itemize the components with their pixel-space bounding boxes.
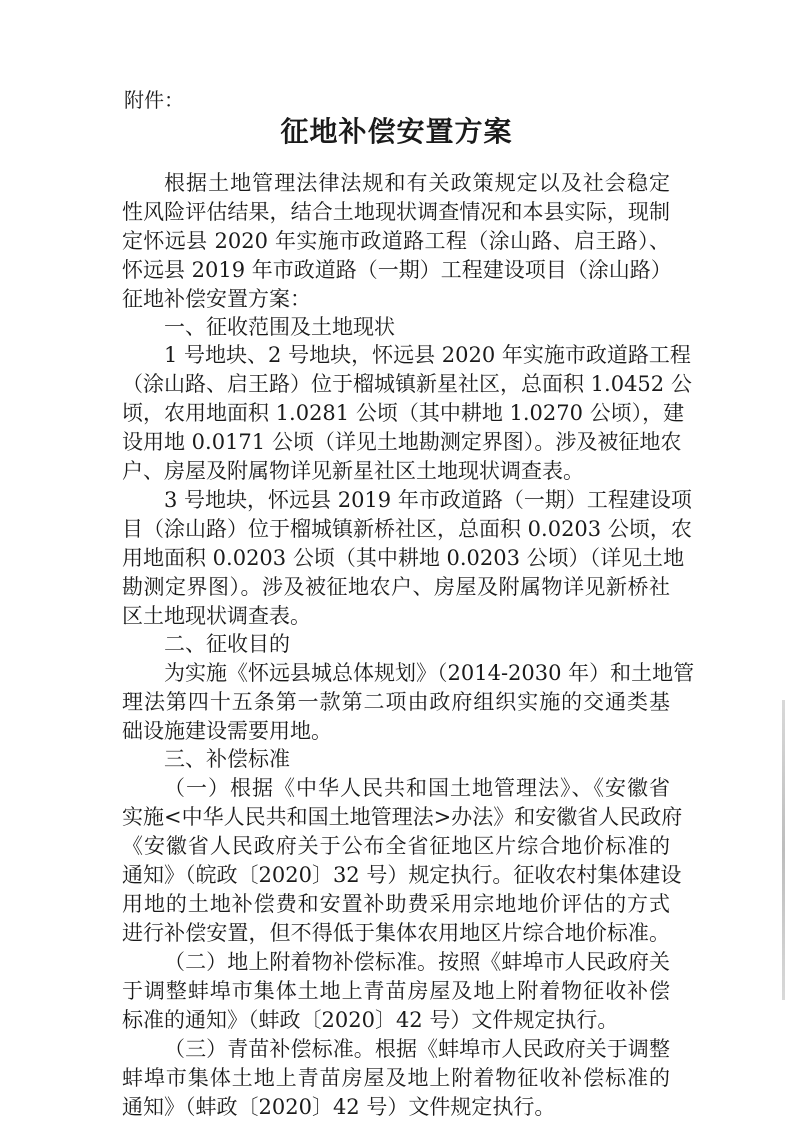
paragraph-line: 于调整蚌埠市集体土地上青苗房屋及地上附着物征收补偿 <box>122 979 670 1003</box>
paragraph-line: 户、房屋及附属物详见新星社区土地现状调查表。 <box>122 459 584 483</box>
paragraph-line: 实施<中华人民共和国土地管理法>办法》和安徽省人民政府 <box>122 805 683 829</box>
paragraph-line: 用地的土地补偿费和安置补助费采用宗地地价评估的方式 <box>122 892 670 916</box>
scan-edge-mark <box>782 700 785 1000</box>
paragraph-line: 征地补偿安置方案： <box>122 287 311 311</box>
paragraph-line: 进行补偿安置，但不得低于集体农用地区片综合地价标准。 <box>122 921 670 945</box>
paragraph-line: （二）地上附着物补偿标准。按照《蚌埠市人民政府关 <box>164 950 670 974</box>
paragraph-line: 性风险评估结果，结合土地现状调查情况和本县实际，现制 <box>122 200 670 224</box>
paragraph-line: 设用地 0.0171 公顷（详见土地勘测定界图）。涉及被征地农 <box>122 430 682 454</box>
attachment-label: 附件： <box>124 88 184 112</box>
paragraph-line: 定怀远县 2020 年实施市政道路工程（涂山路、启王路）、 <box>122 229 670 253</box>
paragraph-line: （涂山路、启王路）位于榴城镇新星社区，总面积 1.0452 公 <box>122 372 692 396</box>
paragraph-line: （三）青苗补偿标准。根据《蚌埠市人民政府关于调整 <box>164 1037 670 1061</box>
section-heading: 一、征收范围及土地现状 <box>164 315 395 339</box>
paragraph-line: 顷，农用地面积 1.0281 公顷（其中耕地 1.0270 公顷），建 <box>122 401 685 425</box>
paragraph-line: 蚌埠市集体土地上青苗房屋及地上附着物征收补偿标准的 <box>122 1066 670 1090</box>
document-title: 征地补偿安置方案 <box>280 115 513 148</box>
paragraph-line: 理法第四十五条第一款第二项由政府组织实施的交通类基 <box>122 690 670 714</box>
paragraph-line: 怀远县 2019 年市政道路（一期）工程建设项目（涂山路） <box>122 258 672 282</box>
paragraph-line: 目（涂山路）位于榴城镇新桥社区，总面积 0.0203 公顷，农 <box>122 517 692 541</box>
paragraph-line: 根据土地管理法律法规和有关政策规定以及社会稳定 <box>164 171 670 195</box>
paragraph-line: 区土地现状调查表。 <box>122 604 311 628</box>
section-heading: 三、补偿标准 <box>164 747 290 771</box>
paragraph-line: 1 号地块、2 号地块，怀远县 2020 年实施市政道路工程 <box>164 343 691 367</box>
paragraph-line: 为实施《怀远县城总体规划》（2014-2030 年）和土地管 <box>164 661 695 685</box>
paragraph-line: 标准的通知》（蚌政〔2020〕42 号）文件规定执行。 <box>122 1008 619 1032</box>
paragraph-line: 通知》（皖政〔2020〕32 号）规定执行。征收农村集体建设 <box>122 863 682 887</box>
paragraph-line: 《安徽省人民政府关于公布全省征地区片综合地价标准的 <box>122 834 670 858</box>
paragraph-line: （一）根据《中华人民共和国土地管理法》、《安徽省 <box>164 776 670 800</box>
paragraph-line: 用地面积 0.0203 公顷（其中耕地 0.0203 公顷）（详见土地 <box>122 546 685 570</box>
paragraph-line: 3 号地块，怀远县 2019 年市政道路（一期）工程建设项 <box>164 488 692 512</box>
paragraph-line: 勘测定界图）。涉及被征地农户、房屋及附属物详见新桥社 <box>122 575 670 599</box>
paragraph-line: 础设施建设需要用地。 <box>122 719 332 743</box>
section-heading: 二、征收目的 <box>164 632 290 656</box>
paragraph-line: 通知》（蚌政〔2020〕42 号）文件规定执行。 <box>122 1095 556 1119</box>
